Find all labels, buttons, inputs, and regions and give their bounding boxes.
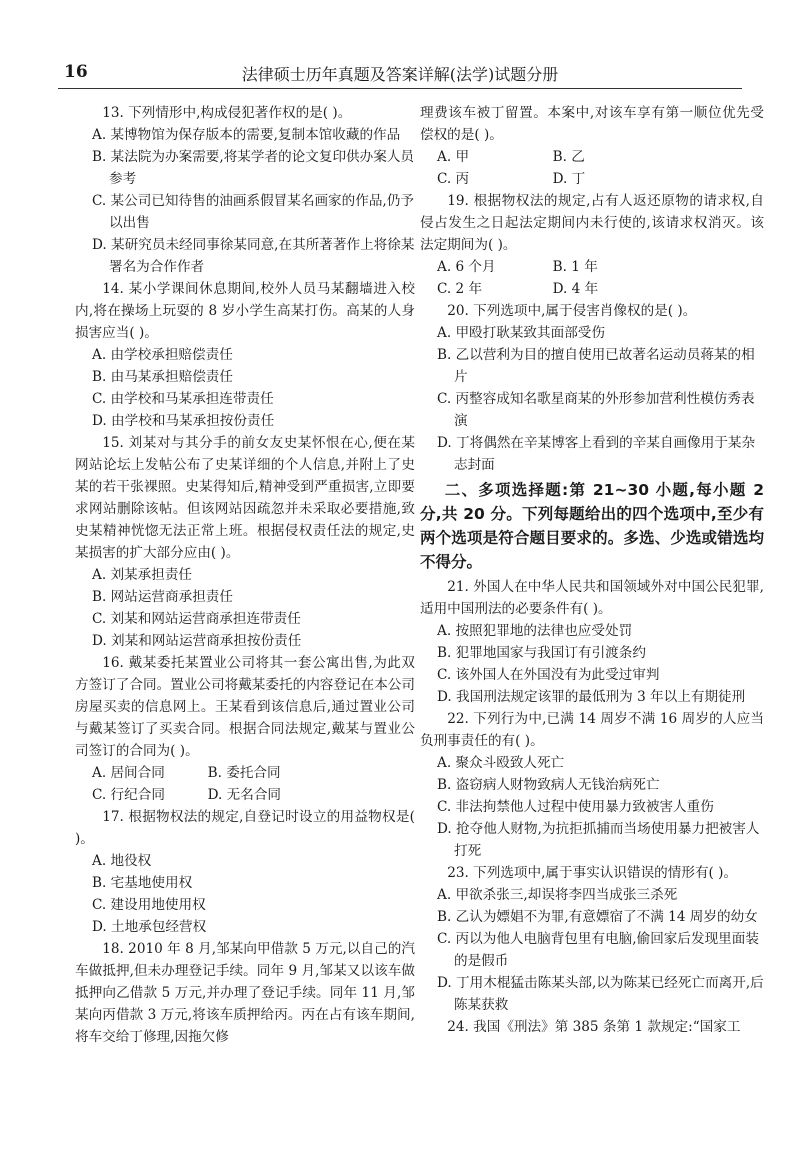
option: D. 某研究员未经同事徐某同意,在其所著著作上将徐某署名为合作作者: [92, 237, 415, 275]
option-row: [420, 146, 764, 168]
option: C. 由学校和马某承担连带责任: [92, 391, 274, 407]
option: D. 丁: [552, 171, 586, 187]
option: B. 某法院为办案需要,将某学者的论文复印供办案人员参考: [92, 149, 415, 187]
option: B. 委托合同: [207, 765, 281, 781]
question-19: 19. 根据物权法的规定,占有人返还原物的请求权,自侵占发生之日起法定期间内未行使的,该请求权消灭。该法定期间为( )。: [420, 193, 764, 253]
question-23: 23. 下列选项中,属于事实认识错误的情形有( )。: [447, 865, 738, 881]
option: B. 盗窃病人财物致病人无钱治病死亡: [437, 777, 660, 793]
right-column: [420, 102, 764, 1038]
option: A. 聚众斗殴致人死亡: [437, 755, 565, 771]
option: A. 甲殴打耿某致其面部受伤: [437, 325, 605, 341]
option: A. 甲: [437, 149, 470, 165]
header-rule: [58, 88, 742, 89]
question-20: 20. 下列选项中,属于侵害肖像权的是( )。: [447, 303, 697, 319]
question-15: 15. 刘某对与其分手的前女友史某怀恨在心,便在某网站论坛上发帖公布了史某详细的个人信息,并附上了史某的若干张裸照。史某得知后,精神受到严重损害,立即要求网站删除该帖。但该网站因疏忽并未采取必要措施,致史某精神恍惚无法正常上班。根据侵权责任法的规定,史某损害的扩大部分应由( )。: [75, 435, 415, 561]
running-title: 法律硕士历年真题及答案详解(法学)试题分册: [241, 65, 559, 84]
question-18: 18. 2010 年 8 月,邹某向甲借款 5 万元,以自己的汽车做抵押,但未办理登记手续。同年 9 月,邹某又以该车做抵押向乙借款 5 万元,并办理了登记手续。同年 11 月,邹某向丙借款 3 万元,将该车质押给丙。丙在占有该车期间,将车交给丁修理,因拖欠修: [75, 941, 415, 1045]
page-number: 16: [64, 62, 88, 82]
option: C. 丙: [437, 171, 470, 187]
option: D. 丁用木棍猛击陈某头部,以为陈某已经死亡而离开,后陈某获救: [437, 975, 764, 1013]
option: B. 宅基地使用权: [92, 875, 193, 891]
page-header: [58, 58, 742, 88]
option: A. 由学校承担赔偿责任: [92, 347, 233, 363]
question-14: 14. 某小学课间休息期间,校外人员马某翻墙进入校内,将在操场上玩耍的 8 岁小学生高某打伤。高某的人身损害应当( )。: [75, 281, 415, 341]
option: A. 某博物馆为保存版本的需要,复制本馆收藏的作品: [92, 127, 401, 143]
option: C. 某公司已知待售的油画系假冒某名画家的作品,仍予以出售: [92, 193, 414, 231]
option: C. 2 年: [437, 281, 483, 297]
option: B. 乙认为嫖娼不为罪,有意嫖宿了不满 14 周岁的幼女: [437, 909, 758, 925]
option: D. 刘某和网站运营商承担按份责任: [92, 633, 302, 649]
question-22: 22. 下列行为中,已满 14 周岁不满 16 周岁的人应当负刑事责任的有( )。: [420, 711, 764, 749]
option: D. 土地承包经营权: [92, 919, 207, 935]
option: B. 乙: [552, 149, 585, 165]
option: B. 乙以营利为目的擅自使用已故著名运动员蒋某的相片: [437, 347, 755, 385]
option: A. 按照犯罪地的法律也应受处罚: [437, 623, 633, 639]
option: B. 网站运营商承担责任: [92, 589, 233, 605]
option: D. 由学校和马某承担按份责任: [92, 413, 275, 429]
option: B. 1 年: [552, 259, 598, 275]
option: B. 犯罪地国家与我国订有引渡条约: [437, 645, 646, 661]
option: A. 刘某承担责任: [92, 567, 193, 583]
option: C. 该外国人在外国没有为此受过审判: [437, 667, 660, 683]
option: D. 抢夺他人财物,为抗拒抓捕而当场使用暴力把被害人打死: [437, 821, 760, 859]
section-heading: 二、多项选择题:第 21~30 小题,每小题 2 分,共 20 分。下列每题给出的四个选项中,至少有两个选项是符合题目要求的。多选、少选或错选均不得分。: [420, 481, 764, 571]
option: D. 4 年: [552, 281, 599, 297]
option: B. 由马某承担赔偿责任: [92, 369, 233, 385]
question-13: 13. 下列情形中,构成侵犯著作权的是( )。: [102, 105, 352, 121]
question-17: 17. 根据物权法的规定,自登记时设立的用益物权是( )。: [75, 809, 415, 847]
question-21: 21. 外国人在中华人民共和国领域外对中国公民犯罪,适用中国刑法的必要条件有( )。: [420, 579, 764, 617]
option: A. 居间合同: [92, 765, 165, 781]
option: C. 建设用地使用权: [92, 897, 206, 913]
option-row: [75, 762, 415, 784]
option: C. 丙以为他人电脑背包里有电脑,偷回家后发现里面装的是假币: [437, 931, 759, 969]
option: A. 地役权: [92, 853, 152, 869]
option-row: [75, 784, 415, 806]
option-row: [420, 256, 764, 278]
option: C. 丙整容成知名歌星商某的外形参加营利性模仿秀表演: [437, 391, 755, 429]
question-24: 24. 我国《刑法》第 385 条第 1 款规定:“国家工: [447, 1019, 741, 1035]
question-16: 16. 戴某委托某置业公司将其一套公寓出售,为此双方签订了合同。置业公司将戴某委托的内容登记在本公司房屋买卖的信息网上。王某看到该信息后,通过置业公司与戴某签订了买卖合同。根据合同法规定,戴某与置业公司签订的合同为( )。: [75, 655, 415, 759]
option: D. 无名合同: [207, 787, 282, 803]
option: D. 我国刑法规定该罪的最低刑为 3 年以上有期徒刑: [437, 689, 746, 705]
option-row: [420, 168, 764, 190]
option: D. 丁将偶然在辛某博客上看到的辛某自画像用于某杂志封面: [437, 435, 756, 473]
option: C. 刘某和网站运营商承担连带责任: [92, 611, 301, 627]
option: A. 甲欲杀张三,却误将李四当成张三杀死: [437, 887, 678, 903]
option: A. 6 个月: [437, 259, 496, 275]
option-row: [420, 278, 764, 300]
option: C. 非法拘禁他人过程中使用暴力致被害人重伤: [437, 799, 714, 815]
question-18-continued: 理费该车被丁留置。本案中,对该车享有第一顺位优先受偿权的是( )。: [420, 105, 764, 143]
left-column: [75, 102, 415, 1048]
option: C. 行纪合同: [92, 787, 165, 803]
